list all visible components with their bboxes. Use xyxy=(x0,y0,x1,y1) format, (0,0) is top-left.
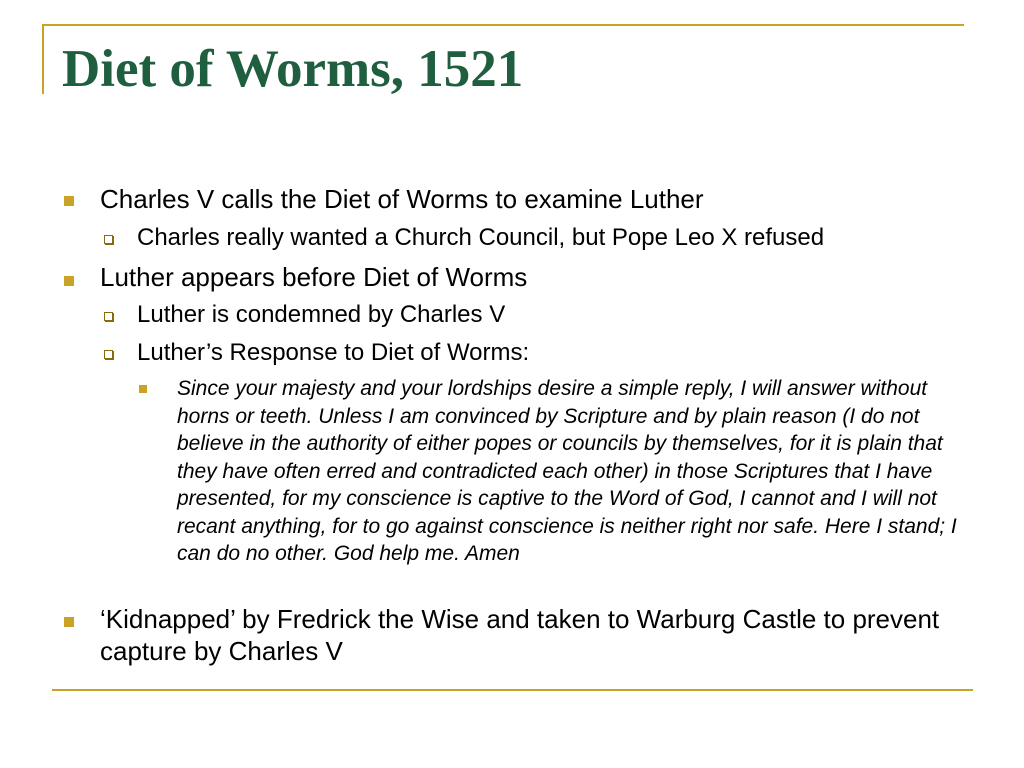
list-item: Luther is condemned by Charles V xyxy=(137,301,506,328)
list-item: Charles V calls the Diet of Worms to examine Luther xyxy=(100,184,704,214)
frame-bottom-line xyxy=(52,689,973,691)
frame-top-line xyxy=(42,24,964,26)
quote-text: Since your majesty and your lordships desire a simple reply, I will answer without horns or teeth. Unless I am convinced by Scripture and by plain reason (I do not believe in the authority of either popes or councils by themselves, for it is plain that they have often erred and contradicted each other) in those Scriptures that I have presented, for my conscience is captive to the Word of God, I cannot and I will not recant anything, for to go against conscience is neither right nor safe. Here I stand; I can do no other. God help me. Amen xyxy=(177,377,957,565)
hollow-square-bullet-icon xyxy=(104,235,113,244)
frame-left-line xyxy=(42,24,44,94)
list-item: Luther’s Response to Diet of Worms: xyxy=(137,339,530,366)
list-item: Luther appears before Diet of Worms xyxy=(100,262,528,292)
hollow-square-bullet-icon xyxy=(104,312,113,321)
hollow-square-bullet-icon xyxy=(104,350,113,359)
square-bullet-icon xyxy=(64,276,74,286)
list-item: ‘Kidnapped’ by Fredrick the Wise and taken to Warburg Castle to prevent capture by Charles V xyxy=(100,604,940,666)
small-square-bullet-icon xyxy=(139,385,147,393)
square-bullet-icon xyxy=(64,617,74,627)
square-bullet-icon xyxy=(64,196,74,206)
list-item: Charles really wanted a Church Council, but Pope Leo X refused xyxy=(137,224,825,251)
slide-title: Diet of Worms, 1521 xyxy=(62,40,524,98)
